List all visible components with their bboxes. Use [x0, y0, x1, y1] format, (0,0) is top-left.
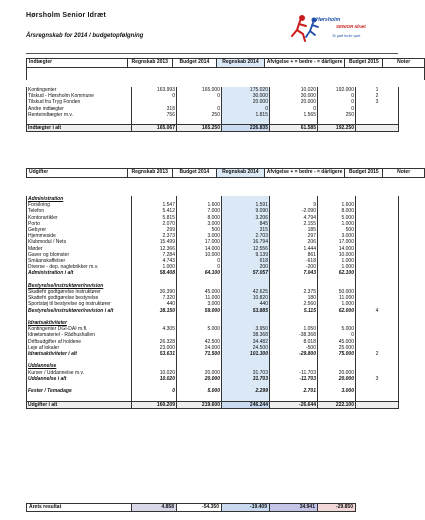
row-value: 20.000	[177, 376, 222, 382]
row-value: 3.950	[222, 326, 270, 332]
row-value: 61.585	[270, 125, 318, 132]
row-label: Skattefri godtgørelse bestyrelse	[27, 295, 132, 301]
result-budget-2014: -54.350	[177, 504, 222, 512]
table-row	[27, 370, 399, 376]
row-value: -26.644	[270, 401, 318, 408]
row-label: Porto	[27, 221, 132, 227]
row-value: 192.250	[318, 125, 356, 132]
row-value: 45.000	[177, 289, 222, 295]
income-table	[26, 58, 425, 80]
row-value: -500	[270, 345, 318, 351]
row-label: Gebyrer	[27, 227, 132, 233]
col-noter: Noter	[383, 59, 425, 68]
empty-cell	[132, 118, 177, 125]
row-value: 0	[177, 106, 222, 112]
row-value: 4.743	[132, 258, 177, 264]
row-value: 11.000	[177, 295, 222, 301]
row-value: 10.820	[222, 295, 270, 301]
row-label: Fester / Temadage	[27, 388, 132, 394]
row-value: 10.000	[177, 252, 222, 258]
row-value: 3.206	[222, 215, 270, 221]
row-value: 38.368	[222, 332, 270, 338]
row-value: 5.000	[318, 215, 356, 221]
row-value: 10.000	[318, 252, 356, 258]
empty-cell	[132, 394, 177, 401]
row-value: 16.794	[222, 239, 270, 245]
row-label: Idrætsmateriel - Rådhushallen	[27, 332, 132, 338]
row-label: Kurser / Uddannelse m.v.	[27, 370, 132, 376]
row-value: 23.000	[132, 345, 177, 351]
row-value: 4.794	[270, 215, 318, 221]
row-value: 7.320	[132, 295, 177, 301]
row-label: Klubmodul / Nets	[27, 239, 132, 245]
row-label: Kontingenter	[27, 87, 132, 93]
row-value: 31.703	[222, 376, 270, 382]
col-noter: Noter	[383, 169, 425, 178]
row-value: 9	[270, 202, 318, 208]
row-value: 0	[177, 258, 222, 264]
row-value: 42.500	[177, 339, 222, 345]
row-value: 12.556	[222, 246, 270, 252]
row-value: 440	[132, 301, 177, 307]
row-value: 9.139	[222, 252, 270, 258]
empty-cell	[356, 394, 399, 401]
col-budget-2014: Budget 2014	[172, 169, 216, 178]
row-value: 59.000	[177, 308, 222, 314]
logo-line-2: SENIOR Idræt	[336, 24, 366, 29]
col-budget-2015: Budget 2015	[345, 169, 383, 178]
expense-table	[26, 168, 425, 178]
expense-rows	[26, 196, 399, 409]
result-regnskab-2013: 4.858	[132, 504, 177, 512]
row-value: 0	[222, 106, 270, 112]
row-value: 20.000	[318, 376, 356, 382]
row-value: 0	[318, 93, 356, 99]
row-value: 62.100	[318, 270, 356, 276]
row-value: 20.000	[177, 370, 222, 376]
row-value: 845	[222, 221, 270, 227]
row-value: -618	[270, 258, 318, 264]
empty-cell	[222, 118, 270, 125]
row-value: 12.366	[132, 246, 177, 252]
row-value: 50.000	[318, 289, 356, 295]
row-value: 0	[318, 106, 356, 112]
row-value: 11.000	[318, 295, 356, 301]
row-value: 2.299	[222, 388, 270, 394]
row-value: 1.000	[318, 301, 356, 307]
row-value: 297	[270, 233, 318, 239]
row-value: 5.000	[177, 326, 222, 332]
row-value: 165.250	[177, 125, 222, 132]
row-value: 0	[270, 106, 318, 112]
row-value: 53.631	[132, 351, 177, 357]
row-label: Leje af lokaler	[27, 345, 132, 351]
row-value: 219.600	[177, 401, 222, 408]
section-title: Uddannelse	[27, 363, 132, 369]
logo-tagline: Ta' godt fra for sport	[332, 34, 361, 38]
row-value: 163.993	[132, 87, 177, 93]
row-note: 2	[356, 93, 399, 99]
row-value: 315	[222, 227, 270, 233]
row-value: 101.300	[222, 351, 270, 357]
row-note: 2	[356, 351, 399, 357]
row-value: 30.390	[132, 289, 177, 295]
row-value: 165.067	[132, 125, 177, 132]
row-value: 0	[132, 388, 177, 394]
row-value: 34.482	[222, 339, 270, 345]
row-value: 3.000	[177, 233, 222, 239]
report-subtitle: Årsregnskab for 2014 / budgetopfølgning	[26, 33, 144, 39]
empty-cell	[177, 394, 222, 401]
row-value: 1.815	[222, 112, 270, 118]
row-value: 5.115	[270, 308, 318, 314]
row-value: 26.328	[132, 339, 177, 345]
row-value: 31.703	[222, 370, 270, 376]
row-value: 2.155	[270, 221, 318, 227]
row-note: 4	[356, 308, 399, 314]
table-row	[27, 308, 399, 314]
row-value: 10.020	[270, 87, 318, 93]
row-value: 2.070	[132, 221, 177, 227]
spacer-row	[27, 118, 399, 125]
row-label: Gaver og blomster	[27, 252, 132, 258]
row-value: 756	[132, 112, 177, 118]
row-note: 3	[356, 376, 399, 382]
result-notes-empty	[356, 504, 399, 512]
row-value: 42.625	[222, 289, 270, 295]
row-value: 1.547	[132, 202, 177, 208]
col-regnskab-2013: Regnskab 2013	[127, 59, 172, 68]
result-row	[26, 503, 399, 512]
row-label: Kontorartikler	[27, 215, 132, 221]
income-header-row	[27, 59, 425, 68]
row-label: Hjemmeside	[27, 233, 132, 239]
row-value: 250	[177, 112, 222, 118]
row-label: Diverse - dep. naglebrikker m.v.	[27, 264, 132, 270]
row-value: 20.000	[270, 99, 318, 105]
section-title: Administration	[27, 196, 132, 202]
row-value: -200	[270, 264, 318, 270]
row-value: -11.703	[270, 370, 318, 376]
row-value: 10.020	[132, 376, 177, 382]
empty-cell	[318, 118, 356, 125]
row-value: 1.591	[222, 202, 270, 208]
row-label: Uddannelse i alt	[27, 376, 132, 382]
row-label: Tilskud - Hørsholm Kommune	[27, 93, 132, 99]
row-value: 1.000	[318, 264, 356, 270]
empty-cell	[177, 118, 222, 125]
row-label: Udgifter i alt	[27, 401, 132, 408]
row-value: 5.000	[177, 388, 222, 394]
total-row	[27, 125, 399, 132]
col-budget-2014: Budget 2014	[172, 59, 216, 68]
row-label: Småanskaffelser	[27, 258, 132, 264]
row-label: Andre indtægter	[27, 106, 132, 112]
row-value: 180	[270, 295, 318, 301]
row-value: 45.000	[318, 339, 356, 345]
row-value: 861	[270, 252, 318, 258]
row-value: 3.000	[318, 233, 356, 239]
row-value: 5.815	[132, 215, 177, 221]
row-value: 3.000	[177, 221, 222, 227]
row-value: 9.090	[222, 208, 270, 214]
row-value: 14.000	[177, 246, 222, 252]
row-value: 206	[270, 239, 318, 245]
row-value: 57.057	[222, 270, 270, 276]
row-value: 38.150	[132, 308, 177, 314]
expense-label: Udgifter	[27, 169, 128, 178]
row-value: 15.499	[132, 239, 177, 245]
row-value: 250	[318, 112, 356, 118]
row-label: Renteindtægter m.v.	[27, 112, 132, 118]
income-rows	[26, 87, 399, 132]
row-value: 222.100	[318, 401, 356, 408]
page-header	[26, 10, 398, 50]
row-value: 246.244	[222, 401, 270, 408]
row-label: Administration i alt	[27, 270, 132, 276]
row-label: Forsikring	[27, 202, 132, 208]
row-label: Skattefri godtgørelse instruktører	[27, 289, 132, 295]
row-value: 165.000	[177, 87, 222, 93]
empty-cell	[222, 394, 270, 401]
row-value: 1.000	[318, 221, 356, 227]
col-regnskab-2013: Regnskab 2013	[127, 169, 172, 178]
row-value: 500	[318, 227, 356, 233]
row-value: 192.000	[318, 87, 356, 93]
row-note	[356, 125, 399, 132]
row-value: 8.000	[318, 208, 356, 214]
row-value: 30.000	[270, 93, 318, 99]
row-value: 1.000	[132, 264, 177, 270]
row-value: -29.800	[270, 351, 318, 357]
row-value: 1.565	[270, 112, 318, 118]
row-value: 2.701	[270, 388, 318, 394]
row-value: 25.000	[318, 345, 356, 351]
row-value: 75.000	[318, 351, 356, 357]
table-row	[27, 301, 399, 307]
row-label: Indtægter i alt	[27, 125, 132, 132]
row-value: 7.284	[132, 252, 177, 258]
row-value: 175.020	[222, 87, 270, 93]
row-value: 0	[318, 332, 356, 338]
row-value: 7.043	[270, 270, 318, 276]
row-note: 1	[356, 87, 399, 93]
row-value: 62.000	[318, 308, 356, 314]
row-value: 58.408	[132, 270, 177, 276]
row-value: 2.703	[222, 233, 270, 239]
empty-cell	[356, 118, 399, 125]
row-label: Møder	[27, 246, 132, 252]
row-value: 500	[177, 227, 222, 233]
row-value: 5.000	[318, 326, 356, 332]
organization-logo	[288, 10, 398, 44]
result-label: Årets resultat	[27, 504, 132, 512]
row-value: 20.000	[318, 370, 356, 376]
header-divider	[26, 53, 398, 54]
col-budget-2015: Budget 2015	[345, 59, 383, 68]
row-label: Bestyrelse/instruktører/revision i alt	[27, 308, 132, 314]
row-value: 0	[132, 93, 177, 99]
row-value: 2.560	[270, 301, 318, 307]
expense-header-row	[27, 169, 425, 178]
row-label: Sportstøj til bestyrelse og instruktører	[27, 301, 132, 307]
row-value: 5.412	[132, 208, 177, 214]
row-value: 0	[177, 264, 222, 270]
total-row	[27, 401, 399, 408]
row-label: Driftsudgifter af holdene	[27, 339, 132, 345]
row-value: 8.018	[270, 339, 318, 345]
row-value: 226.835	[222, 125, 270, 132]
row-value: 30.000	[222, 93, 270, 99]
logo-line-1: Hørsholm	[316, 17, 341, 23]
row-value: 14.000	[318, 246, 356, 252]
row-value: 17.000	[318, 239, 356, 245]
row-value: 2.373	[132, 233, 177, 239]
col-regnskab-2014: Regnskab 2014	[217, 59, 265, 68]
row-value: 3.000	[318, 388, 356, 394]
row-note	[356, 401, 399, 408]
row-value: 1.000	[318, 258, 356, 264]
section-title: Bestyrelse/instruktører/revision	[27, 283, 132, 289]
empty-cell	[318, 394, 356, 401]
row-value: 10.020	[132, 370, 177, 376]
result-regnskab-2014: -19.409	[222, 504, 270, 512]
income-label: Indtægter	[27, 59, 128, 68]
row-value: 299	[132, 227, 177, 233]
section-title: Idrætsaktiviteter	[27, 320, 132, 326]
empty-cell	[27, 118, 132, 125]
row-label: Telefon	[27, 208, 132, 214]
empty-cell	[270, 394, 318, 401]
row-value: 4.305	[132, 326, 177, 332]
row-value: 0	[177, 93, 222, 99]
row-value: 618	[222, 258, 270, 264]
row-note: 3	[356, 99, 399, 105]
row-value: 1.600	[177, 202, 222, 208]
spacer-row	[27, 394, 399, 401]
col-afvigelse: Afvigelse + = bedre - = dårligere	[264, 59, 345, 68]
empty-cell	[270, 118, 318, 125]
row-value: 20.000	[222, 99, 270, 105]
row-value: 1.444	[270, 246, 318, 252]
row-label: Kontingenter DGI-DAI m.fl.	[27, 326, 132, 332]
col-regnskab-2014: Regnskab 2014	[217, 169, 265, 178]
empty-cell	[27, 394, 132, 401]
row-value: 71.500	[177, 351, 222, 357]
row-value: 7.000	[177, 208, 222, 214]
row-value: 53.885	[222, 308, 270, 314]
row-value: 2.375	[270, 289, 318, 295]
row-value: 24.500	[222, 345, 270, 351]
row-value: 440	[222, 301, 270, 307]
row-value: -38.368	[270, 332, 318, 338]
row-value: -2.090	[270, 208, 318, 214]
row-value: -11.703	[270, 376, 318, 382]
row-value: 8.000	[177, 215, 222, 221]
row-value: 64.100	[177, 270, 222, 276]
row-value: 3.000	[177, 301, 222, 307]
row-label: Tilskud fra Tryg Fonden	[27, 99, 132, 105]
row-value: 1.050	[270, 326, 318, 332]
row-value: 200	[222, 264, 270, 270]
result-budget-2015: -29.850	[318, 504, 356, 512]
row-value: 24.000	[177, 345, 222, 351]
row-value: 160.209	[132, 401, 177, 408]
row-value: 318	[132, 106, 177, 112]
row-label: Idrætsaktiviteter i alt	[27, 351, 132, 357]
col-afvigelse: Afvigelse + = bedre - = dårligere	[264, 169, 345, 178]
organization-name: Hørsholm Senior Idræt	[26, 12, 107, 19]
row-value: 185	[270, 227, 318, 233]
row-value: 0	[318, 99, 356, 105]
row-value: 1.600	[318, 202, 356, 208]
result-afvigelse: 34.941	[270, 504, 318, 512]
row-value: 17.000	[177, 239, 222, 245]
